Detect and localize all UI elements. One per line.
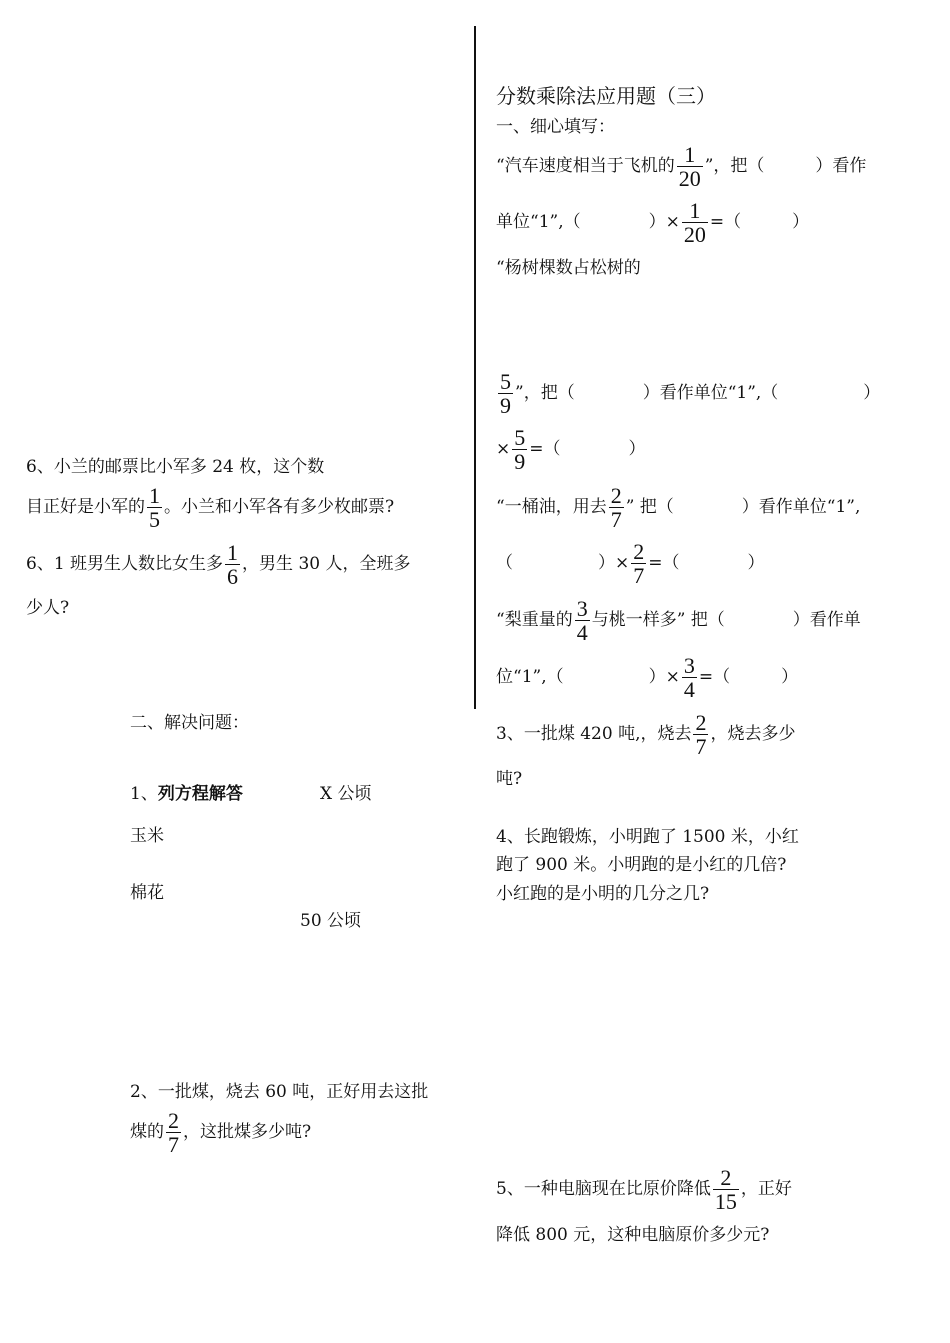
fraction	[631, 540, 646, 587]
text: “汽车速度相当于飞机的	[496, 156, 675, 177]
text: 3、一批煤 420 吨,，烧去	[496, 724, 692, 745]
problem-5-line1	[496, 1166, 792, 1213]
numerator: 3	[576, 596, 588, 621]
problem-4-line2: 跑了 900 米。小明跑的是小红的几倍?	[496, 855, 787, 875]
fraction	[225, 541, 240, 588]
text: =（ ）	[709, 212, 810, 233]
denominator: 20	[683, 222, 706, 248]
fill-q4-line2	[496, 654, 798, 701]
denominator: 4	[683, 677, 695, 703]
numerator: 1	[689, 198, 701, 223]
denominator: 20	[678, 166, 701, 192]
text: （ ）×	[496, 553, 630, 574]
text: 位“1”,（ ）×	[496, 667, 680, 688]
denominator: 6	[227, 564, 239, 590]
denominator: 7	[695, 734, 707, 760]
fraction	[682, 654, 697, 701]
fill-q4-line1	[496, 597, 861, 644]
text: ，男生 30 人，全班多	[242, 554, 411, 575]
text: 单位“1”,（ ）×	[496, 212, 680, 233]
text: ，这批煤多少吨?	[183, 1122, 312, 1143]
cotton-label: 棉花	[130, 883, 164, 903]
problem-6a-line2	[26, 484, 394, 531]
fill-q2-line3	[496, 426, 646, 473]
numerator: 1	[149, 483, 160, 508]
x-hectare-label: X 公顷	[320, 784, 372, 804]
numerator: 2	[695, 710, 707, 735]
text: ” 把（ ）看作单位“1”,	[625, 497, 861, 518]
text: =（ ）	[698, 667, 799, 688]
text: 6、1 班男生人数比女生多	[26, 554, 224, 575]
fraction	[147, 484, 162, 531]
problem-5-line2: 降低 800 元，这种电脑原价多少元?	[496, 1225, 770, 1245]
fill-q2-line2	[496, 370, 880, 417]
section-2-heading: 二、解决问题：	[130, 713, 249, 733]
text: 煤的	[130, 1122, 164, 1143]
problem-6b-line1	[26, 541, 411, 588]
numerator: 1	[684, 142, 696, 167]
numerator: 5	[500, 369, 511, 394]
text: 1、	[130, 784, 158, 804]
text: ”，把（ ）看作单位“1”,（ ）	[515, 383, 881, 404]
numerator: 3	[683, 653, 695, 678]
denominator: 4	[576, 620, 588, 646]
text: “一桶油，用去	[496, 497, 607, 518]
problem-4-line1: 4、长跑锻炼，小明跑了 1500 米，小红	[496, 827, 799, 847]
text: =（ ）	[648, 553, 765, 574]
text: 5、一种电脑现在比原价降低	[496, 1179, 711, 1200]
bold-text: 列方程解答	[157, 784, 243, 804]
text: ×	[496, 439, 511, 460]
area-label: 50 公顷	[300, 911, 362, 931]
denominator: 9	[514, 449, 526, 475]
text: ，烧去多少	[710, 724, 796, 745]
text: ”，把（ ）看作	[704, 156, 867, 177]
fill-q1-line2	[496, 199, 809, 246]
problem-2-line1: 2、一批煤，烧去 60 吨，正好用去这批	[130, 1082, 429, 1102]
numerator: 2	[610, 483, 622, 508]
numerator: 1	[227, 540, 239, 565]
fill-q2-line1: “杨树棵数占松树的	[496, 258, 641, 278]
text: 。小兰和小军各有多少枚邮票?	[164, 497, 395, 518]
denominator: 15	[714, 1189, 737, 1215]
fill-q3-line1	[496, 484, 860, 531]
text: 目正好是小军的	[26, 497, 145, 518]
text: 与桃一样多” 把（ ）看作单	[591, 610, 861, 631]
problem-3-line1	[496, 711, 795, 758]
fraction	[512, 426, 527, 473]
corn-label: 玉米	[130, 826, 164, 846]
denominator: 9	[500, 393, 511, 419]
fraction	[682, 199, 708, 246]
page-title: 分数乘除法应用题（三）	[496, 84, 716, 108]
section-1-heading: 一、细心填写：	[496, 117, 615, 137]
problem-1-heading	[130, 786, 243, 803]
fraction	[166, 1109, 181, 1156]
text: =（ ）	[529, 439, 646, 460]
fraction	[677, 143, 703, 190]
fraction	[498, 370, 513, 417]
text: ，正好	[740, 1179, 792, 1200]
problem-3-line2: 吨?	[496, 769, 523, 789]
problem-4-line3: 小红跑的是小明的几分之几?	[496, 884, 710, 904]
denominator: 7	[610, 507, 622, 533]
text: “梨重量的	[496, 610, 573, 631]
denominator: 7	[168, 1132, 179, 1158]
fraction	[693, 711, 708, 758]
numerator: 2	[168, 1108, 179, 1133]
numerator: 2	[720, 1165, 732, 1190]
problem-2-line2	[130, 1109, 311, 1156]
numerator: 5	[514, 425, 526, 450]
numerator: 2	[633, 539, 645, 564]
problem-6b-line2: 少人?	[26, 598, 70, 618]
column-divider	[474, 26, 476, 709]
problem-6a-line1: 6、小兰的邮票比小军多 24 枚，这个数	[26, 457, 325, 477]
fill-q3-line2	[496, 540, 765, 587]
denominator: 7	[633, 563, 645, 589]
fraction	[609, 484, 624, 531]
fraction	[575, 597, 590, 644]
denominator: 5	[149, 507, 160, 533]
fill-q1-line1	[496, 143, 866, 190]
fraction	[713, 1166, 739, 1213]
